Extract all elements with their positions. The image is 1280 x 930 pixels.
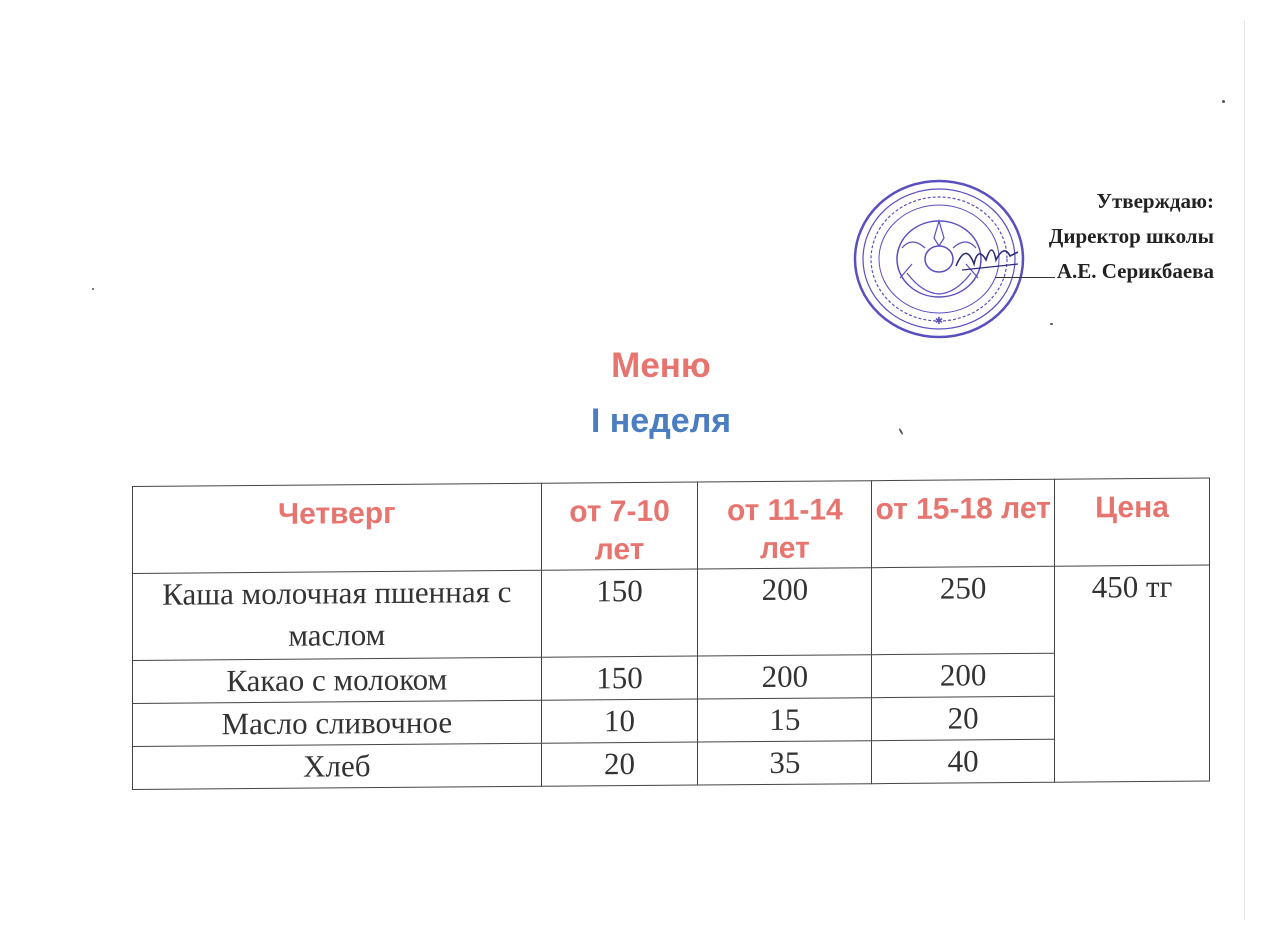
portion-7-10: 150: [541, 656, 698, 700]
signature-line: [995, 259, 1055, 278]
dish-name: Хлеб: [133, 743, 542, 789]
approval-line1: Утверждаю:: [1096, 189, 1214, 213]
header-age-11-14: от 11-14 лет: [698, 481, 872, 569]
portion-11-14: 200: [698, 655, 872, 699]
approval-name: А.Е. Серикбаева: [1056, 259, 1214, 283]
header-age-7-10: от 7-10 лет: [541, 482, 698, 570]
scan-speck: [1050, 323, 1053, 325]
scan-speck: [92, 288, 94, 290]
header-day: Четверг: [133, 483, 542, 573]
table-row: [133, 565, 1210, 660]
approval-line3: [995, 254, 1214, 289]
approval-block: [995, 184, 1214, 289]
header-price: Цена: [1055, 478, 1210, 566]
portion-7-10: 150: [541, 569, 698, 657]
menu-table: [132, 478, 1210, 790]
dish-name: Какао с молоком: [133, 657, 542, 703]
scan-edge: [1244, 20, 1245, 920]
dish-name: Каша молочная пшенная с маслом: [133, 570, 542, 660]
price-cell: 450 тг: [1055, 565, 1210, 782]
approval-line2: Директор школы: [1048, 224, 1214, 248]
table-header-row: [133, 478, 1210, 573]
table-row: [133, 738, 1210, 789]
portion-11-14: 15: [698, 698, 872, 742]
portion-15-18: 250: [872, 566, 1055, 654]
portion-7-10: 20: [541, 742, 698, 786]
portion-15-18: 40: [872, 739, 1055, 783]
menu-week: I неделя: [590, 402, 732, 440]
menu-title: Меню: [611, 346, 711, 385]
portion-15-18: 20: [872, 696, 1055, 740]
portion-11-14: 35: [698, 741, 872, 785]
svg-text:✱: ✱: [934, 316, 944, 327]
dish-name: Масло сливочное: [133, 700, 542, 746]
portion-15-18: 200: [872, 653, 1055, 697]
header-age-15-18: от 15-18 лет: [872, 479, 1055, 567]
portion-11-14: 200: [698, 568, 872, 656]
scan-speck: [1222, 100, 1225, 103]
portion-7-10: 10: [541, 699, 698, 743]
